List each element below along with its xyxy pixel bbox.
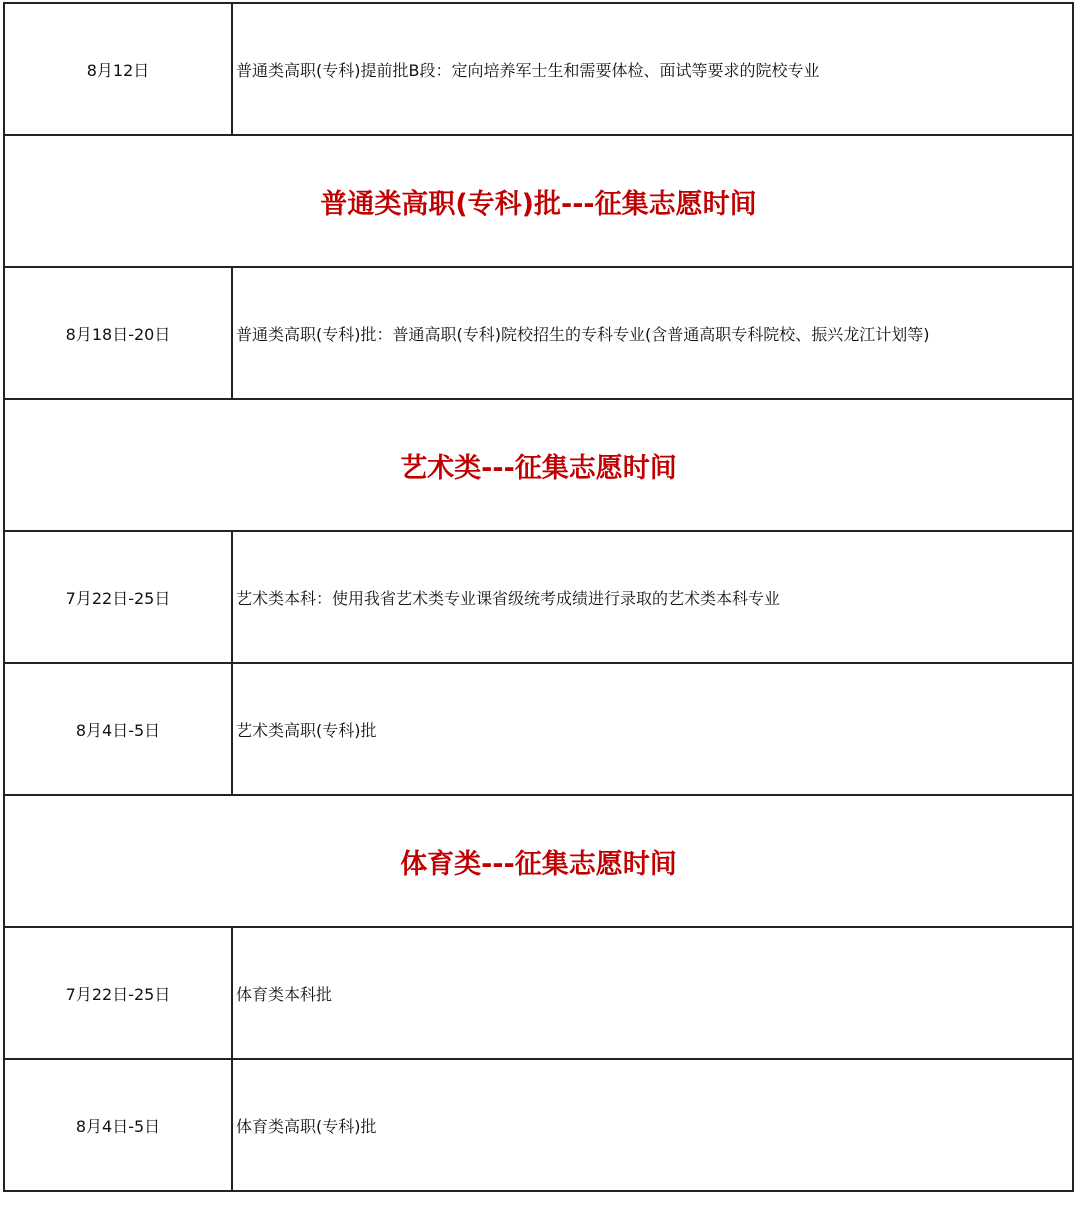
table-row: [4, 927, 1073, 1059]
table-row: [4, 663, 1073, 795]
section-title: 艺术类---征集志愿时间: [4, 399, 1073, 531]
date-cell: 7月22日-25日: [4, 531, 232, 663]
date-cell: 8月18日-20日: [4, 267, 232, 399]
admission-schedule-table: [3, 2, 1074, 1192]
date-cell: 7月22日-25日: [4, 927, 232, 1059]
section-header-row: [4, 795, 1073, 927]
table-row: [4, 267, 1073, 399]
table-row: [4, 1059, 1073, 1191]
table-row: [4, 531, 1073, 663]
description-cell: 普通类高职(专科)批：普通高职(专科)院校招生的专科专业(含普通高职专科院校、振兴龙江计划等): [232, 267, 1073, 399]
date-cell: 8月4日-5日: [4, 663, 232, 795]
section-title: 普通类高职(专科)批---征集志愿时间: [4, 135, 1073, 267]
description-cell: 体育类本科批: [232, 927, 1073, 1059]
section-title: 体育类---征集志愿时间: [4, 795, 1073, 927]
description-cell: 艺术类本科：使用我省艺术类专业课省级统考成绩进行录取的艺术类本科专业: [232, 531, 1073, 663]
table-row: [4, 3, 1073, 135]
description-cell: 普通类高职(专科)提前批B段：定向培养军士生和需要体检、面试等要求的院校专业: [232, 3, 1073, 135]
section-header-row: [4, 135, 1073, 267]
description-cell: 艺术类高职(专科)批: [232, 663, 1073, 795]
date-cell: 8月4日-5日: [4, 1059, 232, 1191]
date-cell: 8月12日: [4, 3, 232, 135]
description-cell: 体育类高职(专科)批: [232, 1059, 1073, 1191]
section-header-row: [4, 399, 1073, 531]
